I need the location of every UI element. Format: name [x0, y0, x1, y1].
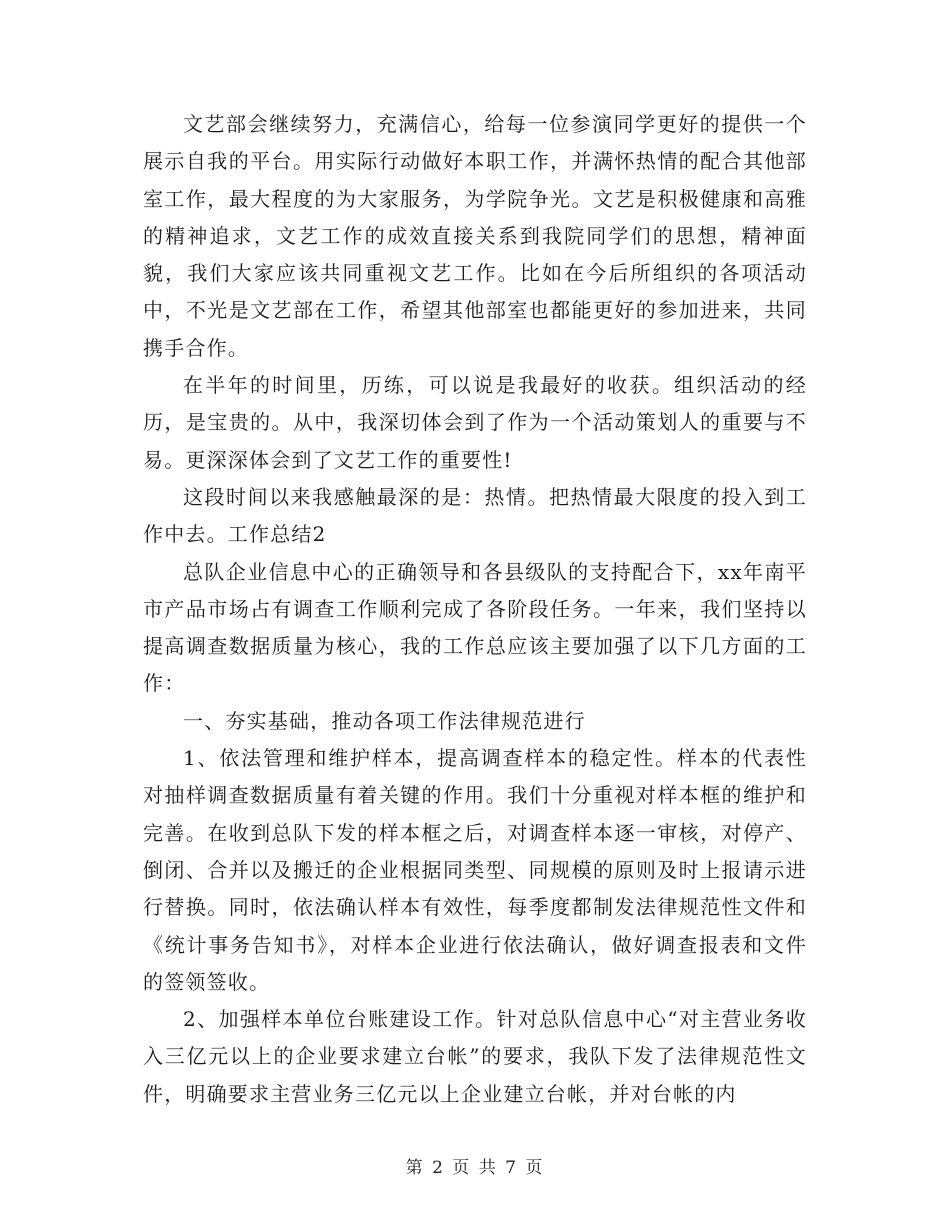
- paragraph-4: 总队企业信息中心的正确领导和各县级队的支持配合下，xx年南平市产品市场占有调查工作顺利完成了各阶段任务。一年来，我们坚持以提高调查数据质量为核心，我的工作总应该主要加强了以下几方面的工作：: [143, 559, 807, 696]
- page-footer: [0, 1153, 950, 1178]
- paragraph-5: 1、依法管理和维护样本，提高调查样本的稳定性。样本的代表性对抽样调查数据质量有着关键的作用。我们十分重视对样本框的维护和完善。在收到总队下发的样本框之后，对调查样本逐一审核，对停产、倒闭、合并以及搬迁的企业根据同类型、同规模的原则及时上报请示进行替换。同时，依法确认样本有效性，每季度都制发法律规范性文件和《统计事务告知书》，对样本企业进行依法确认，做好调查报表和文件的签领签收。: [143, 746, 807, 994]
- section-heading: 一、夯实基础，推动各项工作法律规范进行: [183, 708, 586, 733]
- page-number: 第 2 页 共 7 页: [405, 1158, 545, 1178]
- paragraph-3: 这段时间以来我感触最深的是：热情。把热情最大限度的投入到工作中去。工作总结2: [143, 484, 807, 547]
- paragraph-1: 文艺部会继续努力，充满信心，给每一位参演同学更好的提供一个展示自我的平台。用实际行动做好本职工作，并满怀热情的配合其他部室工作，最大程度的为大家服务，为学院争光。文艺是积极健康和高雅的精神追求，文艺工作的成效直接关系到我院同学们的思想，精神面貌，我们大家应该共同重视文艺工作。比如在今后所组织的各项活动中，不光是文艺部在工作，希望其他部室也都能更好的参加进来，共同携手合作。: [143, 112, 807, 360]
- paragraph-2: 在半年的时间里，历练，可以说是我最好的收获。组织活动的经历，是宝贵的。从中，我深切体会到了作为一个活动策划人的重要与不易。更深深体会到了文艺工作的重要性!: [143, 373, 807, 472]
- paragraph-6: 2、加强样本单位台账建设工作。针对总队信息中心“对主营业务收入三亿元以上的企业要求建立台帐”的要求，我队下发了法律规范性文件，明确要求主营业务三亿元以上企业建立台帐，并对台帐的内: [143, 1007, 807, 1106]
- document-body: [143, 106, 807, 1113]
